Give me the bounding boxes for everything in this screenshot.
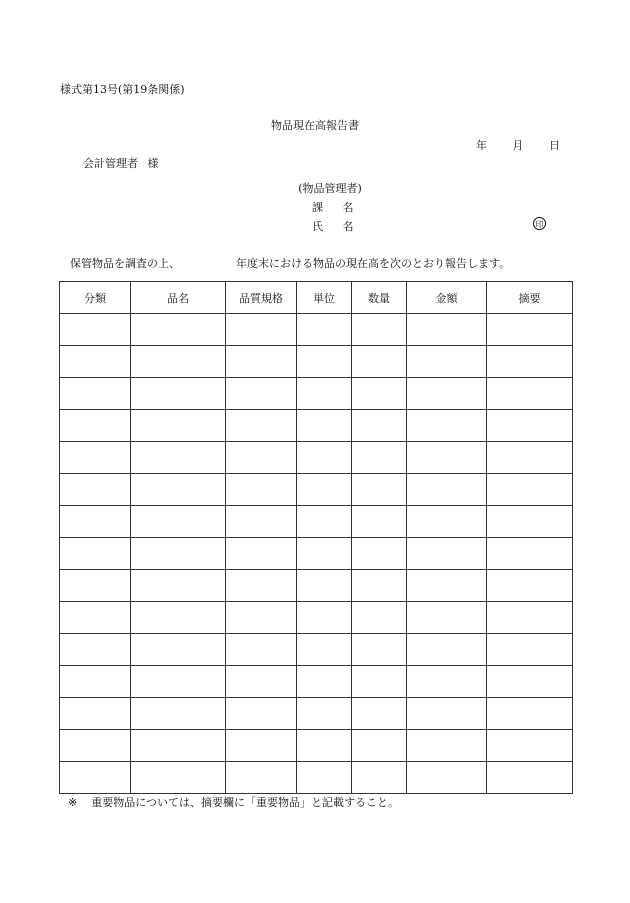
table-cell[interactable] [131, 378, 226, 410]
table-cell[interactable] [407, 538, 487, 570]
table-row [60, 698, 573, 730]
table-cell[interactable] [60, 730, 131, 762]
table-row [60, 666, 573, 698]
table-row [60, 474, 573, 506]
table-cell[interactable] [226, 634, 297, 666]
table-cell[interactable] [352, 442, 407, 474]
table-cell[interactable] [226, 538, 297, 570]
table-row [60, 346, 573, 378]
table-cell[interactable] [487, 506, 573, 538]
table-cell[interactable] [487, 730, 573, 762]
table-cell[interactable] [352, 762, 407, 794]
table-cell[interactable] [226, 602, 297, 634]
table-cell[interactable] [352, 666, 407, 698]
table-cell[interactable] [297, 410, 352, 442]
table-cell[interactable] [407, 410, 487, 442]
table-cell[interactable] [487, 474, 573, 506]
column-header-quality-spec: 品質規格 [226, 282, 297, 314]
table-row [60, 602, 573, 634]
table-cell[interactable] [131, 762, 226, 794]
footnote [68, 797, 399, 808]
table-cell[interactable] [131, 666, 226, 698]
name-label: 氏 名 [312, 220, 362, 233]
statement-after: 年度末における物品の現在高を次のとおり報告します。 [236, 257, 511, 270]
table-cell[interactable] [297, 538, 352, 570]
day-label: 日 [549, 139, 560, 152]
table-cell[interactable] [60, 474, 131, 506]
table-cell[interactable] [297, 346, 352, 378]
table-cell[interactable] [487, 634, 573, 666]
table-cell[interactable] [131, 506, 226, 538]
table-cell[interactable] [60, 506, 131, 538]
table-cell[interactable] [487, 698, 573, 730]
column-header-amount: 金額 [407, 282, 487, 314]
table-cell[interactable] [131, 730, 226, 762]
form-number: 様式第13号(第19条関係) [60, 83, 185, 96]
table-cell[interactable] [131, 346, 226, 378]
table-cell[interactable] [407, 442, 487, 474]
table-row [60, 634, 573, 666]
table-cell[interactable] [226, 666, 297, 698]
table-cell[interactable] [131, 698, 226, 730]
table-cell[interactable] [226, 346, 297, 378]
column-header-unit: 単位 [297, 282, 352, 314]
table-cell[interactable] [297, 634, 352, 666]
table-cell[interactable] [226, 410, 297, 442]
document-title: 物品現在高報告書 [271, 119, 359, 132]
column-header-item-name: 品名 [131, 282, 226, 314]
column-header-category: 分類 [60, 282, 131, 314]
manager-title: (物品管理者) [298, 182, 362, 195]
table-cell[interactable] [352, 474, 407, 506]
table-cell[interactable] [297, 314, 352, 346]
table-cell[interactable] [487, 378, 573, 410]
table-cell[interactable] [60, 442, 131, 474]
table-cell[interactable] [487, 762, 573, 794]
table-cell[interactable] [226, 442, 297, 474]
table-cell[interactable] [407, 314, 487, 346]
table-cell[interactable] [131, 410, 226, 442]
table-cell[interactable] [60, 410, 131, 442]
table-cell[interactable] [407, 762, 487, 794]
table-cell[interactable] [352, 378, 407, 410]
table-cell[interactable] [60, 762, 131, 794]
addressee [83, 158, 159, 169]
table-cell[interactable] [352, 730, 407, 762]
table-cell[interactable] [226, 474, 297, 506]
table-cell[interactable] [297, 602, 352, 634]
table-cell[interactable] [226, 730, 297, 762]
table-cell[interactable] [226, 570, 297, 602]
table-body [60, 314, 573, 794]
table-cell[interactable] [487, 602, 573, 634]
table-cell[interactable] [131, 634, 226, 666]
table-cell[interactable] [131, 570, 226, 602]
table-cell[interactable] [131, 314, 226, 346]
footnote-mark: ※ [68, 796, 78, 809]
table-cell[interactable] [407, 506, 487, 538]
table-cell[interactable] [131, 442, 226, 474]
table-cell[interactable] [407, 634, 487, 666]
table-cell[interactable] [60, 346, 131, 378]
table-cell[interactable] [226, 378, 297, 410]
table-cell[interactable] [131, 602, 226, 634]
table-cell[interactable] [297, 666, 352, 698]
table-cell[interactable] [60, 634, 131, 666]
column-header-remarks: 摘要 [487, 282, 573, 314]
table-row [60, 378, 573, 410]
goods-table [59, 281, 573, 794]
table-cell[interactable] [352, 634, 407, 666]
table-cell[interactable] [487, 410, 573, 442]
table-row [60, 538, 573, 570]
year-label: 年 [476, 139, 487, 152]
table-cell[interactable] [352, 506, 407, 538]
column-header-quantity: 数量 [352, 282, 407, 314]
table-row [60, 730, 573, 762]
table-header-row [60, 282, 573, 314]
table-row [60, 410, 573, 442]
table-cell[interactable] [407, 666, 487, 698]
table-cell[interactable] [352, 314, 407, 346]
table-row [60, 762, 573, 794]
table-cell[interactable] [297, 474, 352, 506]
table-cell[interactable] [297, 698, 352, 730]
table-cell[interactable] [407, 730, 487, 762]
table-cell[interactable] [487, 666, 573, 698]
table-cell[interactable] [226, 506, 297, 538]
table-row [60, 570, 573, 602]
table-cell[interactable] [487, 314, 573, 346]
table-cell[interactable] [297, 762, 352, 794]
table-cell[interactable] [352, 570, 407, 602]
month-label: 月 [512, 139, 524, 152]
table-cell[interactable] [226, 762, 297, 794]
table-cell[interactable] [487, 346, 573, 378]
table-cell[interactable] [407, 346, 487, 378]
table-cell[interactable] [60, 538, 131, 570]
footnote-text: 重要物品については、摘要欄に「重要物品」と記載すること。 [91, 796, 399, 809]
statement-before: 保管物品を調査の上、 [70, 257, 180, 270]
table-cell[interactable] [487, 442, 573, 474]
table-cell[interactable] [487, 570, 573, 602]
addressee-honorific: 様 [147, 157, 159, 170]
table-cell[interactable] [487, 538, 573, 570]
seal-mark: 印 [533, 217, 546, 230]
table-cell[interactable] [297, 506, 352, 538]
table-cell[interactable] [297, 378, 352, 410]
dept-label: 課 名 [312, 201, 362, 214]
table-row [60, 314, 573, 346]
table-cell[interactable] [131, 474, 226, 506]
table-cell[interactable] [297, 442, 352, 474]
table-cell[interactable] [352, 346, 407, 378]
table-cell[interactable] [60, 378, 131, 410]
addressee-name: 会計管理者 [83, 157, 138, 170]
table-cell[interactable] [407, 602, 487, 634]
table-cell[interactable] [297, 730, 352, 762]
table-cell[interactable] [407, 570, 487, 602]
table-cell[interactable] [131, 538, 226, 570]
table-cell[interactable] [352, 698, 407, 730]
table-cell[interactable] [60, 666, 131, 698]
table-cell[interactable] [60, 698, 131, 730]
table-cell[interactable] [297, 570, 352, 602]
table-cell[interactable] [407, 378, 487, 410]
table-cell[interactable] [60, 570, 131, 602]
table-cell[interactable] [352, 602, 407, 634]
table-cell[interactable] [60, 602, 131, 634]
table-cell[interactable] [226, 314, 297, 346]
table-row [60, 442, 573, 474]
table-cell[interactable] [226, 698, 297, 730]
table-cell[interactable] [352, 538, 407, 570]
table-cell[interactable] [352, 410, 407, 442]
table-row [60, 506, 573, 538]
table-cell[interactable] [60, 314, 131, 346]
date-line [476, 140, 560, 151]
table-cell[interactable] [407, 474, 487, 506]
table-cell[interactable] [407, 698, 487, 730]
